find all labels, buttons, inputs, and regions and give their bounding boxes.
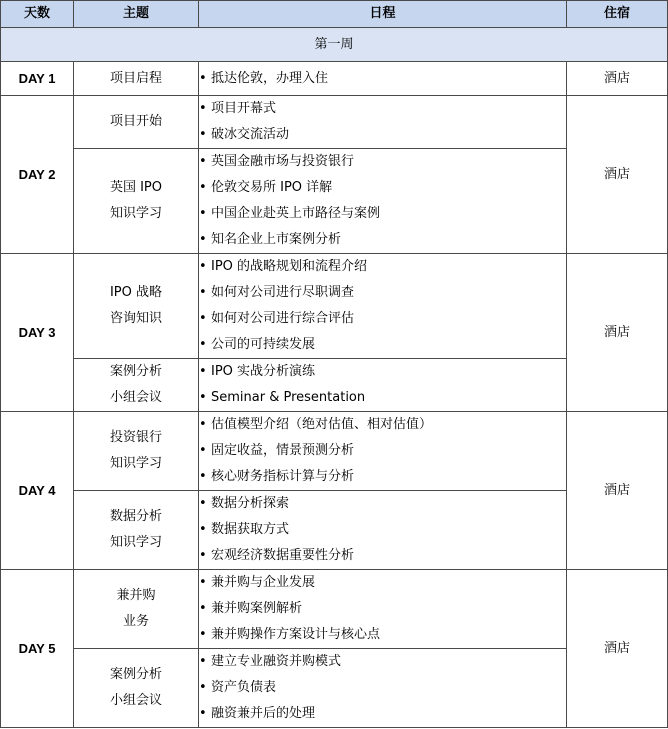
schedule-item xyxy=(199,227,566,253)
schedule-items xyxy=(199,62,567,96)
bullet-icon: • xyxy=(199,127,207,142)
schedule-item-text: 固定收益，情景预测分析 xyxy=(211,443,355,458)
schedule-items xyxy=(199,359,567,412)
topic-line: 兼并购 xyxy=(116,588,156,603)
schedule-item xyxy=(199,175,566,201)
schedule-item-text: 英国金融市场与投资银行 xyxy=(211,154,355,169)
schedule-item xyxy=(199,149,566,175)
schedule-item-text: 资产负债表 xyxy=(211,680,277,695)
topic-line: 投资银行 xyxy=(109,430,162,445)
schedule-item xyxy=(199,201,566,227)
schedule-item-text: 如何对公司进行综合评估 xyxy=(211,311,355,326)
schedule-item-text: 数据获取方式 xyxy=(211,522,290,537)
schedule-items xyxy=(199,570,567,649)
schedule-items xyxy=(199,254,567,359)
topic-line: 案例分析 xyxy=(109,667,162,682)
day-label: DAY 1 xyxy=(1,62,74,96)
accommodation-cell: 酒店 xyxy=(567,570,668,728)
accommodation-cell: 酒店 xyxy=(567,412,668,570)
bullet-icon: • xyxy=(199,259,207,274)
schedule-item xyxy=(199,675,566,701)
bullet-icon: • xyxy=(199,180,207,195)
schedule-item-text: 伦敦交易所 IPO 详解 xyxy=(211,180,333,195)
schedule-item xyxy=(199,543,566,569)
bullet-icon: • xyxy=(199,627,207,642)
header-topic: 主题 xyxy=(74,1,199,28)
bullet-icon: • xyxy=(199,706,207,721)
header-row xyxy=(1,1,668,28)
schedule-item xyxy=(199,359,566,385)
schedule-item xyxy=(199,254,566,280)
topic-line: 咨询知识 xyxy=(109,311,162,326)
topic-cell xyxy=(74,649,199,728)
schedule-item-text: 抵达伦敦，办理入住 xyxy=(211,70,329,86)
schedule-items xyxy=(199,491,567,570)
bullet-icon: • xyxy=(199,443,207,458)
week-row xyxy=(1,28,668,62)
bullet-icon: • xyxy=(199,654,207,669)
topic-cell xyxy=(74,254,199,359)
bullet-icon: • xyxy=(199,232,207,247)
bullet-icon: • xyxy=(199,522,207,537)
bullet-icon: • xyxy=(199,101,207,116)
header-schedule: 日程 xyxy=(199,1,567,28)
schedule-row xyxy=(1,62,668,96)
topic-cell xyxy=(74,412,199,491)
bullet-icon: • xyxy=(199,548,207,563)
bullet-icon: • xyxy=(199,469,207,484)
schedule-item-text: 兼并购操作方案设计与核心点 xyxy=(211,627,381,642)
schedule-items xyxy=(199,96,567,149)
topic-line: 知识学习 xyxy=(109,206,162,221)
schedule-items xyxy=(199,149,567,254)
bullet-icon: • xyxy=(199,285,207,300)
bullet-icon: • xyxy=(199,496,207,511)
schedule-item xyxy=(199,306,566,332)
schedule-item-text: 兼并购与企业发展 xyxy=(211,575,316,590)
bullet-icon: • xyxy=(199,311,207,326)
schedule-item-text: IPO 实战分析演练 xyxy=(211,364,316,379)
day-label: DAY 3 xyxy=(1,254,74,412)
schedule-item-text: 核心财务指标计算与分析 xyxy=(211,469,355,484)
schedule-item xyxy=(199,122,566,148)
schedule-item xyxy=(199,96,566,122)
schedule-item-text: 项目开幕式 xyxy=(211,101,277,116)
topic-line: 数据分析 xyxy=(109,509,162,524)
topic-line: 知识学习 xyxy=(109,535,162,550)
schedule-item-text: 建立专业融资并购模式 xyxy=(211,654,342,669)
schedule-item xyxy=(199,438,566,464)
schedule-item xyxy=(199,385,566,411)
topic-line: 业务 xyxy=(122,614,149,629)
schedule-row xyxy=(1,570,668,649)
day-label: DAY 2 xyxy=(1,96,74,254)
schedule-item-text: 兼并购案例解析 xyxy=(211,601,303,616)
schedule-item xyxy=(199,570,566,596)
accommodation-cell: 酒店 xyxy=(567,62,668,96)
schedule-item-text: 估值模型介绍（绝对估值、相对估值） xyxy=(211,417,433,432)
schedule-item xyxy=(199,596,566,622)
schedule-item xyxy=(199,412,566,438)
topic-cell xyxy=(74,62,199,96)
schedule-item xyxy=(199,701,566,727)
schedule-item xyxy=(199,517,566,543)
topic-line: 知识学习 xyxy=(109,456,162,471)
bullet-icon: • xyxy=(199,390,207,405)
schedule-row xyxy=(1,96,668,149)
topic-cell xyxy=(74,96,199,149)
bullet-icon: • xyxy=(199,70,207,86)
week-label: 第一周 xyxy=(1,28,668,62)
schedule-item-text: Seminar & Presentation xyxy=(211,390,366,405)
schedule-item-text: 数据分析探索 xyxy=(211,496,290,511)
topic-line: 小组会议 xyxy=(109,693,162,708)
schedule-item-text: IPO 的战略规划和流程介绍 xyxy=(211,259,368,274)
bullet-icon: • xyxy=(199,575,207,590)
schedule-row xyxy=(1,412,668,491)
topic-line: 案例分析 xyxy=(109,364,162,379)
topic-line: IPO 战略 xyxy=(109,285,163,300)
bullet-icon: • xyxy=(199,337,207,352)
schedule-item xyxy=(199,464,566,490)
schedule-item-text: 融资兼并后的处理 xyxy=(211,706,316,721)
schedule-item xyxy=(199,622,566,648)
schedule-item-text: 破冰交流活动 xyxy=(211,127,290,142)
topic-cell xyxy=(74,149,199,254)
schedule-item xyxy=(199,280,566,306)
schedule-item-text: 知名企业上市案例分析 xyxy=(211,232,342,247)
schedule-item-text: 公司的可持续发展 xyxy=(211,337,316,352)
accommodation-cell: 酒店 xyxy=(567,96,668,254)
day-label: DAY 5 xyxy=(1,570,74,728)
bullet-icon: • xyxy=(199,680,207,695)
topic-line: 项目启程 xyxy=(109,70,162,86)
bullet-icon: • xyxy=(199,364,207,379)
schedule-item-text: 宏观经济数据重要性分析 xyxy=(211,548,355,563)
schedule-items xyxy=(199,412,567,491)
topic-line: 项目开始 xyxy=(109,114,162,129)
topic-cell xyxy=(74,570,199,649)
bullet-icon: • xyxy=(199,154,207,169)
schedule-item xyxy=(199,491,566,517)
header-accommodation: 住宿 xyxy=(567,1,668,28)
schedule-row xyxy=(1,254,668,359)
accommodation-cell: 酒店 xyxy=(567,254,668,412)
bullet-icon: • xyxy=(199,601,207,616)
schedule-item-text: 中国企业赴英上市路径与案例 xyxy=(211,206,381,221)
day-label: DAY 4 xyxy=(1,412,74,570)
header-day: 天数 xyxy=(1,1,74,28)
schedule-item xyxy=(199,649,566,675)
schedule-item-text: 如何对公司进行尽职调查 xyxy=(211,285,355,300)
schedule-item xyxy=(199,332,566,358)
bullet-icon: • xyxy=(199,417,207,432)
schedule-items xyxy=(199,649,567,728)
topic-line: 小组会议 xyxy=(109,390,162,405)
bullet-icon: • xyxy=(199,206,207,221)
topic-line: 英国 IPO xyxy=(109,180,163,195)
topic-cell xyxy=(74,491,199,570)
topic-cell xyxy=(74,359,199,412)
schedule-item xyxy=(199,66,566,92)
